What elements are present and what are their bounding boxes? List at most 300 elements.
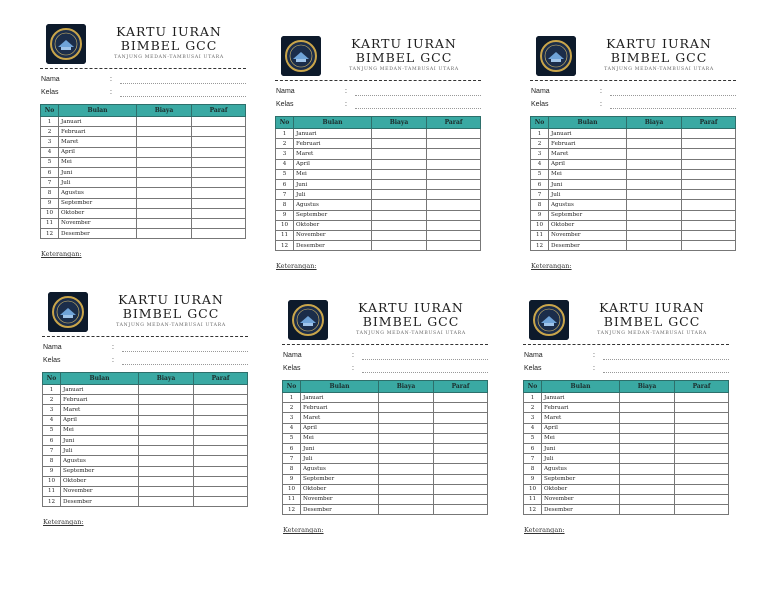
row-paraf-cell[interactable]	[434, 484, 488, 494]
row-bulan: Agustus	[59, 188, 137, 198]
row-bulan: November	[61, 486, 139, 496]
row-paraf-cell[interactable]	[434, 423, 488, 433]
col-bulan: Bulan	[59, 105, 137, 117]
row-biaya-cell[interactable]	[379, 443, 434, 453]
table-row	[43, 415, 248, 425]
card-header	[42, 292, 248, 336]
iuran-card	[282, 300, 488, 534]
row-bulan: Maret	[549, 149, 627, 159]
row-biaya-cell[interactable]	[137, 218, 192, 228]
row-no: 10	[524, 484, 542, 494]
row-paraf-cell[interactable]	[675, 484, 729, 494]
kelas-line	[120, 96, 246, 97]
row-bulan: Agustus	[61, 456, 139, 466]
row-biaya-cell[interactable]	[620, 474, 675, 484]
row-paraf-cell[interactable]	[682, 159, 736, 169]
row-no: 4	[283, 423, 301, 433]
table-row	[276, 139, 481, 149]
table-row	[43, 425, 248, 435]
row-biaya-cell[interactable]	[137, 188, 192, 198]
card-subtitle: TANJUNG MEDAN-TAMBUSAI UTARA	[604, 67, 714, 72]
row-no: 9	[524, 474, 542, 484]
row-paraf-cell[interactable]	[675, 413, 729, 423]
table-row	[41, 117, 246, 127]
row-paraf-cell[interactable]	[192, 198, 246, 208]
row-paraf-cell[interactable]	[675, 494, 729, 504]
row-biaya-cell[interactable]	[620, 454, 675, 464]
row-biaya-cell[interactable]	[627, 241, 682, 251]
row-no: 1	[524, 393, 542, 403]
nama-field[interactable]	[523, 349, 729, 362]
row-paraf-cell[interactable]	[675, 464, 729, 474]
nama-field[interactable]	[40, 73, 246, 86]
kelas-field[interactable]	[42, 354, 248, 367]
row-biaya-cell[interactable]	[137, 147, 192, 157]
row-bulan: Oktober	[549, 220, 627, 230]
table-row	[524, 484, 729, 494]
card-title-line1: KARTU IURAN	[599, 300, 705, 315]
row-biaya-cell[interactable]	[620, 433, 675, 443]
row-bulan: Mei	[549, 169, 627, 179]
row-paraf-cell[interactable]	[192, 127, 246, 137]
gcc-logo-icon	[529, 300, 569, 340]
row-biaya-cell[interactable]	[137, 208, 192, 218]
row-biaya-cell[interactable]	[620, 423, 675, 433]
col-paraf: Paraf	[192, 105, 246, 117]
keterangan-label: Keterangan:	[276, 262, 317, 271]
row-paraf-cell[interactable]	[675, 443, 729, 453]
row-paraf-cell[interactable]	[427, 149, 481, 159]
table-row	[524, 443, 729, 453]
row-paraf-cell[interactable]	[194, 446, 248, 456]
row-biaya-cell[interactable]	[139, 456, 194, 466]
row-biaya-cell[interactable]	[372, 169, 427, 179]
row-biaya-cell[interactable]	[139, 405, 194, 415]
row-paraf-cell[interactable]	[194, 497, 248, 507]
row-paraf-cell[interactable]	[682, 149, 736, 159]
row-biaya-cell[interactable]	[139, 395, 194, 405]
row-bulan: Agustus	[301, 464, 379, 474]
row-paraf-cell[interactable]	[427, 230, 481, 240]
row-biaya-cell[interactable]	[139, 466, 194, 476]
row-no: 12	[531, 241, 549, 251]
table-row	[43, 405, 248, 415]
iuran-table	[275, 116, 481, 251]
kelas-field[interactable]	[530, 98, 736, 111]
row-biaya-cell[interactable]	[620, 484, 675, 494]
row-paraf-cell[interactable]	[192, 218, 246, 228]
row-paraf-cell[interactable]	[675, 433, 729, 443]
row-biaya-cell[interactable]	[379, 433, 434, 443]
table-header-row	[43, 373, 248, 385]
row-biaya-cell[interactable]	[379, 505, 434, 515]
col-bulan: Bulan	[301, 381, 379, 393]
kelas-field[interactable]	[523, 362, 729, 375]
row-biaya-cell[interactable]	[139, 425, 194, 435]
row-biaya-cell[interactable]	[137, 137, 192, 147]
row-no: 9	[276, 210, 294, 220]
row-bulan: Januari	[301, 393, 379, 403]
row-bulan: April	[59, 147, 137, 157]
row-paraf-cell[interactable]	[194, 405, 248, 415]
row-biaya-cell[interactable]	[627, 200, 682, 210]
card-title-line2: BIMBEL GCC	[362, 314, 460, 329]
row-bulan: Juli	[61, 446, 139, 456]
table-row	[43, 476, 248, 486]
table-row	[43, 486, 248, 496]
table-header-row	[41, 105, 246, 117]
row-biaya-cell[interactable]	[627, 129, 682, 139]
row-bulan: Juni	[59, 167, 137, 177]
nama-label: Nama	[276, 88, 295, 95]
row-biaya-cell[interactable]	[620, 393, 675, 403]
row-no: 2	[43, 395, 61, 405]
row-biaya-cell[interactable]	[627, 149, 682, 159]
row-paraf-cell[interactable]	[675, 505, 729, 515]
row-biaya-cell[interactable]	[379, 423, 434, 433]
row-paraf-cell[interactable]	[434, 393, 488, 403]
row-paraf-cell[interactable]	[427, 241, 481, 251]
row-no: 10	[41, 208, 59, 218]
row-no: 12	[276, 241, 294, 251]
row-paraf-cell[interactable]	[427, 179, 481, 189]
row-paraf-cell[interactable]	[682, 129, 736, 139]
iuran-table	[42, 372, 248, 507]
row-bulan: Mei	[294, 169, 372, 179]
row-biaya-cell[interactable]	[372, 241, 427, 251]
table-row	[283, 423, 488, 433]
row-no: 6	[41, 167, 59, 177]
table-row	[524, 464, 729, 474]
row-bulan: Desember	[59, 229, 137, 239]
col-no: No	[276, 117, 294, 129]
row-biaya-cell[interactable]	[620, 505, 675, 515]
row-paraf-cell[interactable]	[675, 454, 729, 464]
row-bulan: Juli	[549, 190, 627, 200]
row-biaya-cell[interactable]	[379, 454, 434, 464]
row-biaya-cell[interactable]	[139, 435, 194, 445]
row-biaya-cell[interactable]	[379, 484, 434, 494]
row-no: 8	[276, 200, 294, 210]
row-paraf-cell[interactable]	[427, 220, 481, 230]
row-paraf-cell[interactable]	[194, 486, 248, 496]
row-paraf-cell[interactable]	[192, 137, 246, 147]
table-row	[524, 393, 729, 403]
row-no: 6	[43, 435, 61, 445]
row-biaya-cell[interactable]	[379, 464, 434, 474]
col-biaya: Biaya	[139, 373, 194, 385]
row-no: 7	[43, 446, 61, 456]
table-row	[531, 200, 736, 210]
row-bulan: September	[59, 198, 137, 208]
card-subtitle: TANJUNG MEDAN-TAMBUSAI UTARA	[114, 55, 224, 60]
row-biaya-cell[interactable]	[139, 486, 194, 496]
gcc-logo-icon	[48, 292, 88, 332]
row-no: 8	[531, 200, 549, 210]
col-biaya: Biaya	[379, 381, 434, 393]
row-biaya-cell[interactable]	[137, 229, 192, 239]
row-biaya-cell[interactable]	[372, 210, 427, 220]
row-paraf-cell[interactable]	[682, 179, 736, 189]
keterangan-label: Keterangan:	[43, 518, 84, 527]
keterangan-label: Keterangan:	[283, 526, 324, 535]
row-no: 5	[524, 433, 542, 443]
row-no: 12	[43, 497, 61, 507]
nama-field[interactable]	[282, 349, 488, 362]
row-bulan: Februari	[549, 139, 627, 149]
table-row	[524, 454, 729, 464]
row-bulan: Maret	[294, 149, 372, 159]
row-biaya-cell[interactable]	[137, 167, 192, 177]
table-row	[531, 190, 736, 200]
row-bulan: Februari	[301, 403, 379, 413]
row-paraf-cell[interactable]	[192, 157, 246, 167]
row-biaya-cell[interactable]	[137, 157, 192, 167]
row-paraf-cell[interactable]	[675, 423, 729, 433]
table-row	[41, 127, 246, 137]
row-paraf-cell[interactable]	[194, 476, 248, 486]
row-biaya-cell[interactable]	[379, 474, 434, 484]
keterangan-label: Keterangan:	[531, 262, 572, 271]
row-biaya-cell[interactable]	[627, 220, 682, 230]
table-header-row	[276, 117, 481, 129]
table-row	[283, 474, 488, 484]
row-paraf-cell[interactable]	[427, 129, 481, 139]
row-bulan: Mei	[61, 425, 139, 435]
row-biaya-cell[interactable]	[620, 403, 675, 413]
row-biaya-cell[interactable]	[372, 159, 427, 169]
dashed-divider	[523, 344, 729, 345]
row-no: 11	[276, 230, 294, 240]
row-no: 4	[43, 415, 61, 425]
iuran-card	[530, 36, 736, 270]
row-biaya-cell[interactable]	[627, 179, 682, 189]
row-biaya-cell[interactable]	[620, 413, 675, 423]
row-no: 6	[283, 443, 301, 453]
row-paraf-cell[interactable]	[194, 425, 248, 435]
row-biaya-cell[interactable]	[372, 200, 427, 210]
row-biaya-cell[interactable]	[137, 178, 192, 188]
row-no: 6	[276, 179, 294, 189]
row-paraf-cell[interactable]	[675, 403, 729, 413]
row-bulan: Januari	[542, 393, 620, 403]
col-no: No	[524, 381, 542, 393]
row-paraf-cell[interactable]	[194, 395, 248, 405]
row-no: 1	[43, 385, 61, 395]
table-row	[283, 505, 488, 515]
row-paraf-cell[interactable]	[434, 403, 488, 413]
row-bulan: Februari	[542, 403, 620, 413]
kelas-line	[362, 372, 488, 373]
row-paraf-cell[interactable]	[434, 474, 488, 484]
row-bulan: Maret	[542, 413, 620, 423]
row-paraf-cell[interactable]	[427, 210, 481, 220]
nama-field[interactable]	[275, 85, 481, 98]
table-row	[276, 149, 481, 159]
row-paraf-cell[interactable]	[427, 159, 481, 169]
kelas-label: Kelas	[531, 101, 549, 108]
row-biaya-cell[interactable]	[620, 464, 675, 474]
row-no: 2	[531, 139, 549, 149]
row-biaya-cell[interactable]	[372, 220, 427, 230]
row-paraf-cell[interactable]	[192, 117, 246, 127]
row-no: 3	[531, 149, 549, 159]
row-paraf-cell[interactable]	[682, 200, 736, 210]
row-paraf-cell[interactable]	[434, 443, 488, 453]
row-no: 12	[41, 229, 59, 239]
row-biaya-cell[interactable]	[620, 494, 675, 504]
row-biaya-cell[interactable]	[627, 139, 682, 149]
row-paraf-cell[interactable]	[682, 139, 736, 149]
row-biaya-cell[interactable]	[627, 169, 682, 179]
row-paraf-cell[interactable]	[427, 190, 481, 200]
row-paraf-cell[interactable]	[434, 433, 488, 443]
row-bulan: Januari	[59, 117, 137, 127]
row-biaya-cell[interactable]	[139, 446, 194, 456]
table-row	[43, 395, 248, 405]
row-biaya-cell[interactable]	[379, 494, 434, 504]
row-paraf-cell[interactable]	[682, 190, 736, 200]
row-no: 3	[41, 137, 59, 147]
row-paraf-cell[interactable]	[427, 139, 481, 149]
col-biaya: Biaya	[620, 381, 675, 393]
card-subtitle: TANJUNG MEDAN-TAMBUSAI UTARA	[349, 67, 459, 72]
row-paraf-cell[interactable]	[427, 200, 481, 210]
row-paraf-cell[interactable]	[192, 229, 246, 239]
dashed-divider	[530, 80, 736, 81]
row-no: 5	[531, 169, 549, 179]
gcc-logo-icon	[536, 36, 576, 76]
table-row	[283, 464, 488, 474]
row-paraf-cell[interactable]	[434, 464, 488, 474]
row-bulan: November	[294, 230, 372, 240]
kelas-label: Kelas	[41, 89, 59, 96]
row-paraf-cell[interactable]	[675, 393, 729, 403]
row-biaya-cell[interactable]	[137, 198, 192, 208]
nama-line	[120, 83, 246, 84]
row-biaya-cell[interactable]	[620, 443, 675, 453]
nama-label: Nama	[41, 76, 60, 83]
row-no: 9	[283, 474, 301, 484]
row-paraf-cell[interactable]	[682, 169, 736, 179]
card-title-line2: BIMBEL GCC	[122, 306, 220, 321]
row-bulan: Oktober	[294, 220, 372, 230]
row-paraf-cell[interactable]	[682, 220, 736, 230]
row-biaya-cell[interactable]	[379, 413, 434, 423]
row-biaya-cell[interactable]	[627, 190, 682, 200]
kelas-line	[610, 108, 736, 109]
row-paraf-cell[interactable]	[682, 230, 736, 240]
row-biaya-cell[interactable]	[627, 159, 682, 169]
row-bulan: Januari	[61, 385, 139, 395]
kelas-field[interactable]	[282, 362, 488, 375]
row-paraf-cell[interactable]	[194, 456, 248, 466]
kelas-colon: :	[352, 365, 354, 372]
row-no: 11	[531, 230, 549, 240]
row-biaya-cell[interactable]	[627, 210, 682, 220]
kelas-colon: :	[110, 89, 112, 96]
row-paraf-cell[interactable]	[682, 241, 736, 251]
table-row	[43, 497, 248, 507]
row-biaya-cell[interactable]	[372, 129, 427, 139]
table-row	[43, 456, 248, 466]
table-row	[41, 157, 246, 167]
row-no: 11	[41, 218, 59, 228]
table-row	[283, 454, 488, 464]
table-row	[276, 220, 481, 230]
row-paraf-cell[interactable]	[434, 505, 488, 515]
gcc-logo-icon	[281, 36, 321, 76]
row-biaya-cell[interactable]	[372, 190, 427, 200]
table-row	[41, 229, 246, 239]
table-row	[276, 169, 481, 179]
card-subtitle: TANJUNG MEDAN-TAMBUSAI UTARA	[597, 331, 707, 336]
nama-field[interactable]	[530, 85, 736, 98]
row-paraf-cell[interactable]	[192, 188, 246, 198]
row-paraf-cell[interactable]	[194, 435, 248, 445]
col-biaya: Biaya	[372, 117, 427, 129]
row-no: 4	[276, 159, 294, 169]
row-bulan: Agustus	[542, 464, 620, 474]
row-biaya-cell[interactable]	[627, 230, 682, 240]
kelas-label: Kelas	[43, 357, 61, 364]
row-paraf-cell[interactable]	[434, 494, 488, 504]
row-paraf-cell[interactable]	[675, 474, 729, 484]
row-paraf-cell[interactable]	[434, 454, 488, 464]
row-paraf-cell[interactable]	[192, 178, 246, 188]
nama-colon: :	[345, 88, 347, 95]
row-paraf-cell[interactable]	[682, 210, 736, 220]
row-bulan: Juni	[294, 179, 372, 189]
row-biaya-cell[interactable]	[139, 415, 194, 425]
row-paraf-cell[interactable]	[192, 208, 246, 218]
row-biaya-cell[interactable]	[372, 179, 427, 189]
row-biaya-cell[interactable]	[372, 230, 427, 240]
row-paraf-cell[interactable]	[192, 147, 246, 157]
table-row	[531, 210, 736, 220]
row-biaya-cell[interactable]	[372, 149, 427, 159]
row-bulan: April	[294, 159, 372, 169]
row-no: 2	[276, 139, 294, 149]
row-paraf-cell[interactable]	[194, 415, 248, 425]
row-biaya-cell[interactable]	[137, 127, 192, 137]
row-biaya-cell[interactable]	[379, 393, 434, 403]
table-row	[524, 494, 729, 504]
table-row	[41, 208, 246, 218]
row-paraf-cell[interactable]	[192, 167, 246, 177]
row-biaya-cell[interactable]	[137, 117, 192, 127]
nama-field[interactable]	[42, 341, 248, 354]
row-no: 8	[524, 464, 542, 474]
row-paraf-cell[interactable]	[194, 466, 248, 476]
row-biaya-cell[interactable]	[372, 139, 427, 149]
row-biaya-cell[interactable]	[139, 385, 194, 395]
row-biaya-cell[interactable]	[139, 497, 194, 507]
row-bulan: Maret	[301, 413, 379, 423]
kelas-field[interactable]	[275, 98, 481, 111]
table-row	[524, 413, 729, 423]
row-paraf-cell[interactable]	[427, 169, 481, 179]
kelas-field[interactable]	[40, 86, 246, 99]
row-paraf-cell[interactable]	[194, 385, 248, 395]
gcc-logo-icon	[288, 300, 328, 340]
row-paraf-cell[interactable]	[434, 413, 488, 423]
row-bulan: Oktober	[61, 476, 139, 486]
row-biaya-cell[interactable]	[139, 476, 194, 486]
row-biaya-cell[interactable]	[379, 403, 434, 413]
table-header-row	[531, 117, 736, 129]
nama-line	[603, 359, 729, 360]
